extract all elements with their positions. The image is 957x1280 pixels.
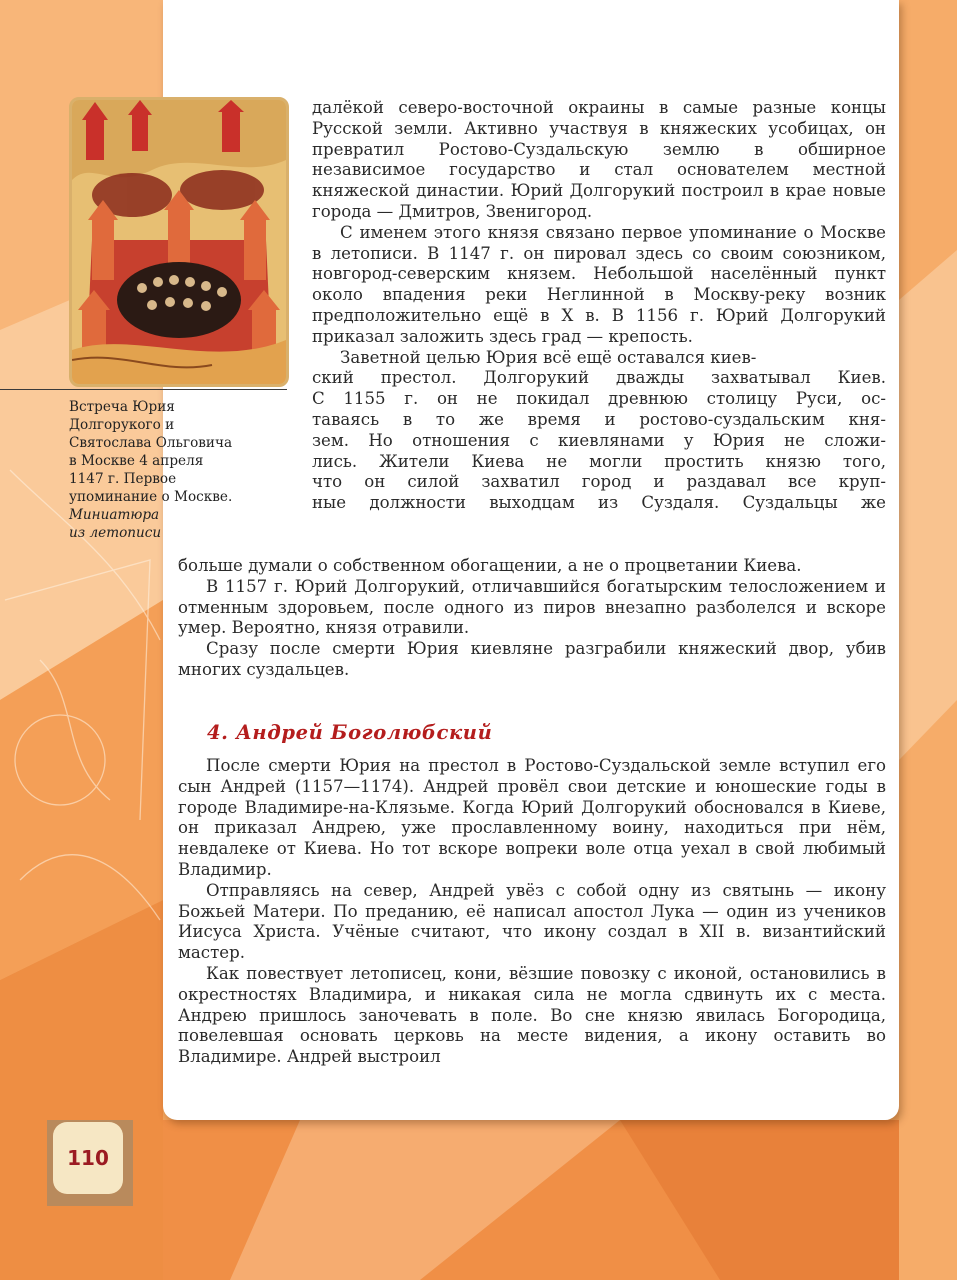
- paragraph: Сразу после смерти Юрия киевляне разграбили княжеский двор, убив многих суздальцев.: [178, 639, 886, 679]
- text-line: ные должности выходцам из Суздаля. Суздальцы же: [312, 493, 886, 513]
- caption-line: в Москве 4 апреля: [69, 453, 204, 469]
- page-number: 110: [53, 1122, 123, 1194]
- text-column-narrow: [312, 98, 886, 514]
- caption-line: упоминание о Москве.: [69, 489, 233, 505]
- paragraph: Как повествует летописец, кони, вёзшие повозку с иконой, остановились в окрестностях Владимира, и никакая сила не могла сдвинуть их с места. Андрею пришлось заночевать в поле. Во сне князю явилась Богородица, повелевшая основать церковь на месте видения, а икону оставить во Владимире. Андрей выстроил: [178, 963, 886, 1067]
- caption-line: Встреча Юрия: [69, 399, 175, 415]
- caption-source: из летописи: [69, 525, 162, 541]
- text-line: С 1155 г. он не покидал древнюю столицу Руси, ос-: [312, 389, 886, 409]
- text-line: Заветной целью Юрия всё ещё оставался киев-: [340, 347, 757, 367]
- miniature-drawing: [72, 100, 286, 384]
- text-column-wide-bottom: [178, 756, 886, 1068]
- text-line: лись. Жители Киева не могли простить князю того,: [312, 451, 886, 471]
- text-line: зем. Но отношения с киевлянами у Юрия не сложи-: [312, 430, 886, 450]
- caption-line: 1147 г. Первое: [69, 471, 177, 487]
- paragraph: больше думали о собственном обогащении, а не о процветании Киева.: [178, 556, 802, 575]
- text-line: ский престол. Долгорукий дважды захватывал Киев.: [312, 368, 886, 388]
- paragraph: Отправляясь на север, Андрей увёз с собой одну из святынь — икону Божьей Матери. По преданию, её написал апостол Лука — один из учеников Иисуса Христа. Учёные считают, что икону создал в XII в. византийский мастер.: [178, 880, 886, 963]
- paragraph: С именем этого князя связано первое упоминание о Москве в летописи. В 1147 г. он пировал здесь со своим союзником, новгород-северским князем. Небольшой населённый пункт около впадения реки Неглинной в Москву-реку возник предположительно ещё в X в. В 1156 г. Юрий Долгорукий приказал заложить здесь град — крепость.: [312, 222, 886, 346]
- paragraph: В 1157 г. Юрий Долгорукий, отличавшийся богатырским телосложением и отменным здоровьем, после одного из пиров внезапно разболелся и вскоре умер. Вероятно, князя отравили.: [178, 576, 886, 638]
- caption-line: Святослава Ольговича: [69, 435, 233, 451]
- caption-divider: [0, 389, 287, 390]
- caption-source: Миниатюра: [69, 507, 160, 523]
- image-caption: [69, 398, 289, 542]
- caption-line: Долгорукого и: [69, 417, 175, 433]
- section-heading: 4. Андрей Боголюбский: [207, 721, 493, 744]
- text-line: что он силой захватил город и раздавал все круп-: [312, 472, 886, 492]
- text-column-wide-top: [178, 556, 886, 681]
- text-line: таваясь в то же время и ростово-суздальским кня-: [312, 409, 886, 429]
- paragraph: После смерти Юрия на престол в Ростово-Суздальской земле вступил его сын Андрей (1157—1174). Андрей провёл свои детские и юношеские годы в городе Владимире-на-Клязьме. Когда Юрий Долгорукий обосновался в Киеве, он приказал Андрею, уже прославленному воину, находиться при нём, невдалеке от Киева. Но тот вскоре вопреки воле отца уехал в свой любимый Владимир.: [178, 756, 886, 879]
- chronicle-miniature-image: [69, 97, 289, 387]
- paragraph: далёкой северо-восточной окраины в самые разные концы Русской земли. Активно участвуя в княжеских усобицах, он превратил Ростово-Суздальскую землю в обширное независимое государство и стал основателем местной княжеской династии. Юрий Долгорукий построил в крае новые города — Дмитров, Звенигород.: [312, 98, 886, 221]
- paragraph-zavetnoy-start: [312, 348, 886, 369]
